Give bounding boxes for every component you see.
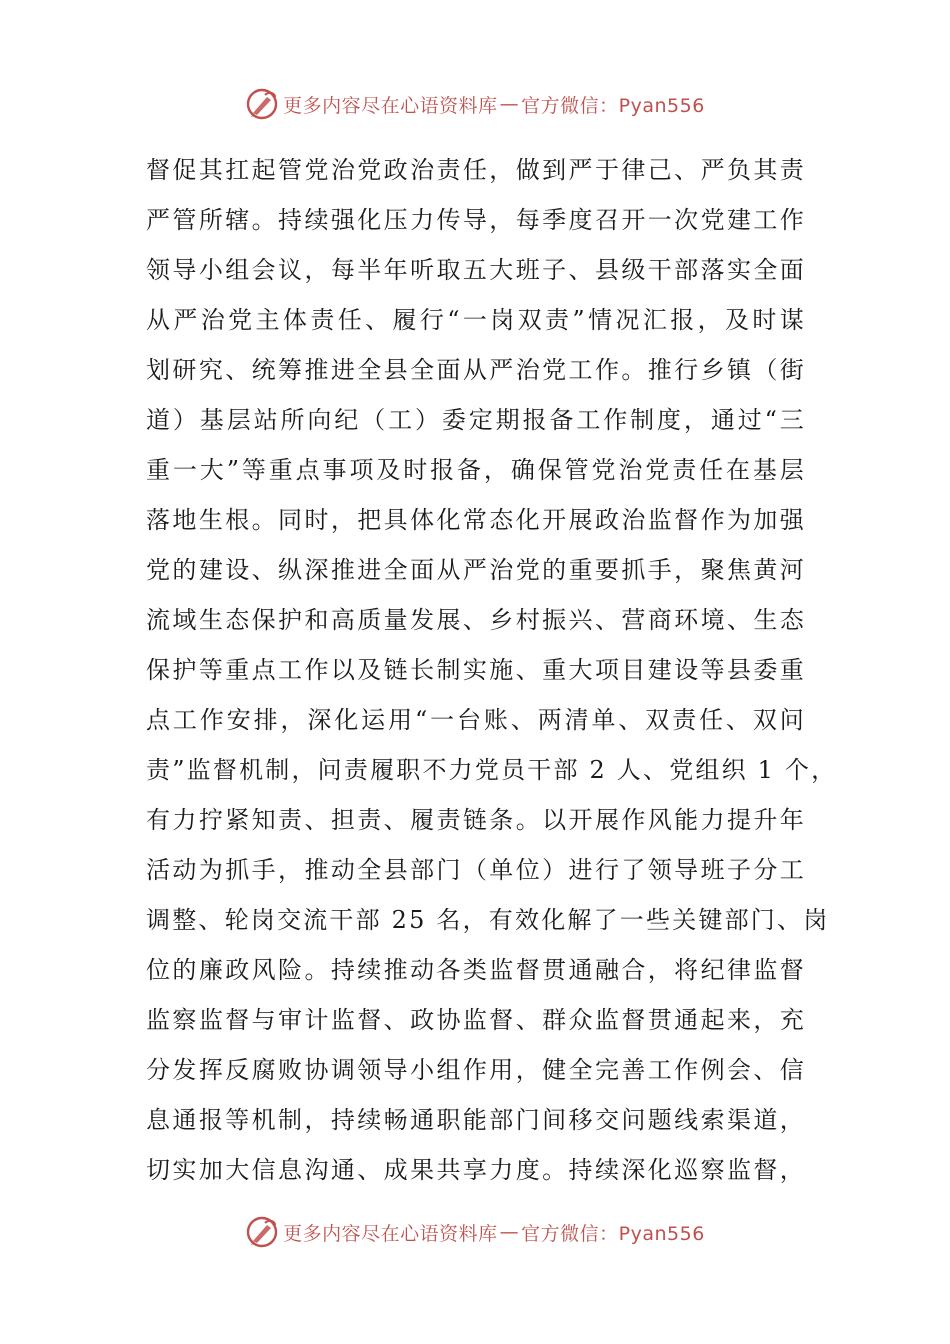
body-line: 督促其扛起管党治党政治责任，做到严于律己、严负其责 [146,156,806,184]
body-line: 流域生态保护和高质量发展、乡村振兴、营商环境、生态 [146,606,806,634]
body-line: 调整、轮岗交流干部 25 名，有效化解了一些关键部门、岗 [146,906,830,934]
body-line: 从严治党主体责任、履行“一岗双责”情况汇报，及时谋 [146,306,806,334]
body-line: 严管所辖。持续强化压力传导，每季度召开一次党建工作 [146,206,806,234]
watermark-title: 更多内容尽在心语资料库 [283,94,498,117]
body-line: 重一大”等重点事项及时报备，确保管党治党责任在基层 [146,456,806,484]
watermark-separator: — [499,1221,520,1243]
body-line: 有力拧紧知责、担责、履责链条。以开展作风能力提升年 [146,806,806,834]
body-line: 监察监督与审计监督、政协监督、群众监督贯通起来，充 [146,1006,806,1034]
body-line: 息通报等机制，持续畅通职能部门间移交问题线索渠道， [146,1106,806,1134]
pen-logo-icon [245,1215,279,1249]
footer-watermark [0,1212,950,1252]
body-line: 活动为抓手，推动全县部门（单位）进行了领导班子分工 [146,856,806,884]
body-line: 党的建设、纵深推进全面从严治党的重要抓手，聚焦黄河 [146,556,806,584]
body-line: 道）基层站所向纪（工）委定期报备工作制度，通过“三 [146,406,806,434]
body-line: 落地生根。同时，把具体化常态化开展政治监督作为加强 [146,506,806,534]
body-line: 位的廉政风险。持续推动各类监督贯通融合，将纪律监督 [146,956,806,984]
watermark-contact: 官方微信：Pyan556 [521,1222,705,1245]
pen-logo-icon [245,87,279,121]
body-line: 保护等重点工作以及链长制实施、重大项目建设等县委重 [146,656,806,684]
body-line: 切实加大信息沟通、成果共享力度。持续深化巡察监督， [146,1156,806,1184]
header-watermark [0,84,950,124]
body-line: 领导小组会议，每半年听取五大班子、县级干部落实全面 [146,256,806,284]
body-line: 分发挥反腐败协调领导小组作用，健全完善工作例会、信 [146,1056,806,1084]
body-line: 责”监督机制，问责履职不力党员干部 2 人、党组织 1 个， [146,756,838,784]
body-line: 划研究、统筹推进全县全面从严治党工作。推行乡镇（街 [146,356,806,384]
watermark-separator: — [499,93,520,115]
document-body [146,145,838,1195]
watermark-contact: 官方微信：Pyan556 [521,94,705,117]
watermark-title: 更多内容尽在心语资料库 [283,1222,498,1245]
body-line: 点工作安排，深化运用“一台账、两清单、双责任、双问 [146,706,806,734]
